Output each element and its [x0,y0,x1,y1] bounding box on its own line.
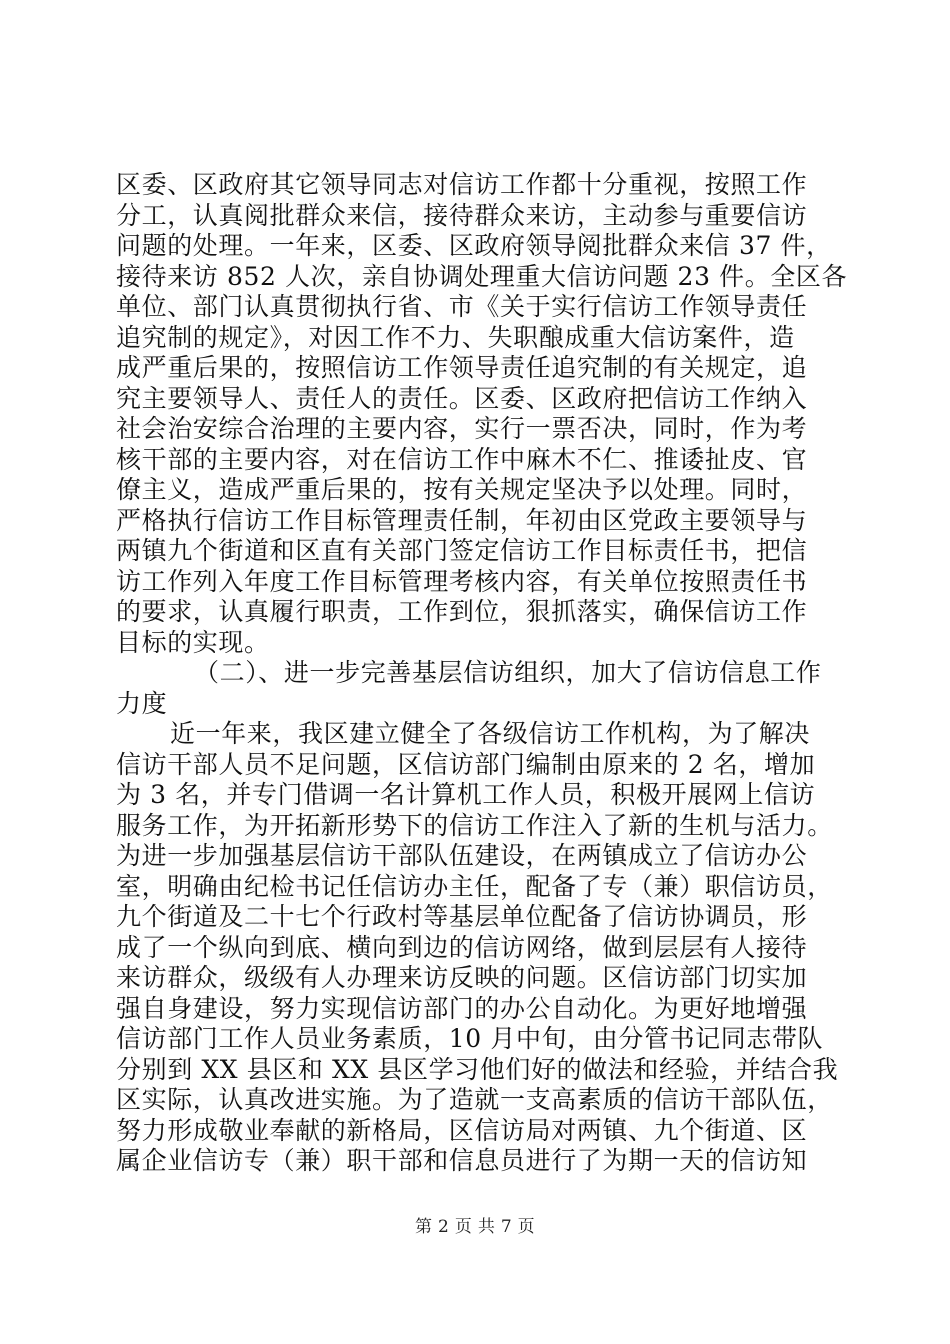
text-line: 区实际，认真改进实施。为了造就一支高素质的信访干部队伍， [116,1085,833,1114]
text-line: 信访干部人员不足问题，区信访部门编制由原来的 2 名，增加 [116,749,816,779]
text-line: 目标的实现。 [116,627,270,657]
page-footer [0,1212,950,1237]
text-line: 为 3 名，并专门借调一名计算机工作人员，积极开展网上信访 [116,780,816,809]
text-line: 来访群众，级级有人办理来访反映的问题。区信访部门切实加 [116,963,808,992]
text-line: 成了一个纵向到底、横向到边的信访网络，做到层层有人接待 [116,932,808,962]
text-line: 服务工作，为开拓新形势下的信访工作注入了新的生机与活力。 [116,810,833,840]
text-line: 接待来访 852 人次，亲自协调处理重大信访问题 23 件。全区各 [116,261,848,291]
section-heading-cont: 力度 [116,688,168,718]
text-line: 访工作列入年度工作目标管理考核内容，有关单位按照责任书 [116,566,808,596]
text-line: 强自身建设，努力实现信访部门的办公自动化。为更好地增强 [116,993,808,1023]
text-line: 严格执行信访工作目标管理责任制，年初由区党政主要领导与 [116,505,808,535]
text-line: 为进一步加强基层信访干部队伍建设，在两镇成立了信访办公 [116,841,808,870]
text-line: 社会治安综合治理的主要内容，实行一票否决，同时，作为考 [116,414,808,443]
text-line: 分工，认真阅批群众来信，接待群众来访，主动参与重要信访 [116,200,808,230]
text-line: 追究制的规定》，对因工作不力、失职酿成重大信访案件，造 [116,322,795,352]
text-line: 成严重后果的，按照信访工作领导责任追究制的有关规定，追 [116,353,808,382]
text-line: 问题的处理。一年来，区委、区政府领导阅批群众来信 37 件， [116,231,832,260]
text-line: 九个街道及二十七个行政村等基层单位配备了信访协调员，形 [116,902,808,931]
text-line: 分别到 XX 县区和 XX 县区学习他们好的做法和经验，并结合我 [116,1054,839,1084]
body-text [116,170,848,1177]
text-line: 两镇九个街道和区直有关部门签定信访工作目标责任书，把信 [116,536,808,565]
text-line: 努力形成敬业奉献的新格局，区信访局对两镇、九个街道、区 [116,1115,808,1145]
text-line: 室，明确由纪检书记任信访办主任，配备了专（兼）职信访员， [116,871,833,901]
text-line: 区委、区政府其它领导同志对信访工作都十分重视，按照工作 [116,170,808,199]
text-line: 的要求，认真履行职责，工作到位，狠抓落实，确保信访工作 [116,597,808,626]
section-heading: （二）、进一步完善基层信访组织，加大了信访信息工作 [194,658,822,687]
page-number: 第 2 页 共 7 页 [415,1217,535,1237]
text-line: 核干部的主要内容，对在信访工作中麻木不仁、推诿扯皮、官 [116,444,808,474]
text-line: 近一年来，我区建立健全了各级信访工作机构，为了解决 [170,719,811,748]
text-line: 属企业信访专（兼）职干部和信息员进行了为期一天的信访知 [116,1146,808,1175]
text-line: 单位、部门认真贯彻执行省、市《关于实行信访工作领导责任 [116,292,808,321]
text-line: 僚主义，造成严重后果的，按有关规定坚决予以处理。同时， [116,475,808,504]
text-line: 究主要领导人、责任人的责任。区委、区政府把信访工作纳入 [116,383,808,413]
text-line: 信访部门工作人员业务素质，10 月中旬，由分管书记同志带队 [116,1024,824,1053]
